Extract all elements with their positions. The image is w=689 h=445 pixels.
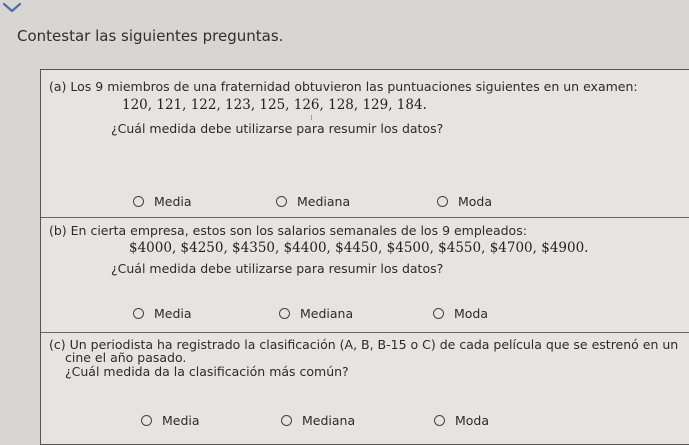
radio-button-icon[interactable] — [133, 308, 144, 319]
question-b-prompt: ¿Cuál medida debe utilizarse para resumir los datos? — [111, 261, 444, 276]
option-label: Media — [154, 194, 192, 209]
question-a-option-mediana[interactable] — [276, 194, 350, 209]
question-a-prompt: ¿Cuál medida debe utilizarse para resumir los datos? — [111, 121, 444, 136]
question-c-intro-continued: cine el año pasado. — [65, 350, 187, 365]
radio-button-icon[interactable] — [434, 415, 445, 426]
option-label: Mediana — [302, 413, 356, 428]
question-b-intro: (b) En cierta empresa, estos son los salarios semanales de los 9 empleados: — [49, 223, 527, 238]
option-label: Mediana — [297, 194, 351, 209]
radio-button-icon[interactable] — [279, 308, 290, 319]
questions-panel — [40, 69, 689, 445]
stray-mark — [311, 115, 312, 120]
question-c-option-moda[interactable] — [434, 413, 489, 428]
question-b-option-moda[interactable] — [433, 306, 488, 321]
question-a-data: 120, 121, 122, 123, 125, 126, 128, 129, 184. — [122, 97, 427, 113]
question-c-option-media[interactable] — [141, 413, 200, 428]
radio-button-icon[interactable] — [276, 196, 287, 207]
radio-button-icon[interactable] — [141, 415, 152, 426]
radio-button-icon[interactable] — [133, 196, 144, 207]
question-b-data: $4000, $4250, $4350, $4400, $4450, $4500, $4550, $4700, $4900. — [129, 240, 589, 256]
instructions-text: Contestar las siguientes preguntas. — [17, 27, 284, 45]
question-a-intro: (a) Los 9 miembros de una fraternidad obtuvieron las puntuaciones siguientes en un examen: — [49, 79, 638, 94]
question-b — [41, 218, 689, 333]
question-a-option-moda[interactable] — [437, 194, 492, 209]
option-label: Mediana — [300, 306, 354, 321]
option-label: Moda — [458, 194, 493, 209]
question-a — [41, 70, 689, 218]
chevron-down-icon[interactable] — [0, 0, 26, 16]
question-c-option-mediana[interactable] — [281, 413, 355, 428]
option-label: Moda — [454, 306, 489, 321]
question-a-option-media[interactable] — [133, 194, 192, 209]
radio-button-icon[interactable] — [281, 415, 292, 426]
radio-button-icon[interactable] — [437, 196, 448, 207]
question-c-intro: (c) Un periodista ha registrado la clasificación (A, B, B-15 o C) de cada película que se estrenó en un — [49, 337, 679, 352]
question-b-option-mediana[interactable] — [279, 306, 353, 321]
radio-button-icon[interactable] — [433, 308, 444, 319]
question-b-option-media[interactable] — [133, 306, 192, 321]
option-label: Media — [154, 306, 192, 321]
option-label: Moda — [455, 413, 490, 428]
question-c — [41, 333, 689, 444]
question-c-prompt: ¿Cuál medida da la clasificación más común? — [65, 364, 349, 379]
option-label: Media — [162, 413, 200, 428]
